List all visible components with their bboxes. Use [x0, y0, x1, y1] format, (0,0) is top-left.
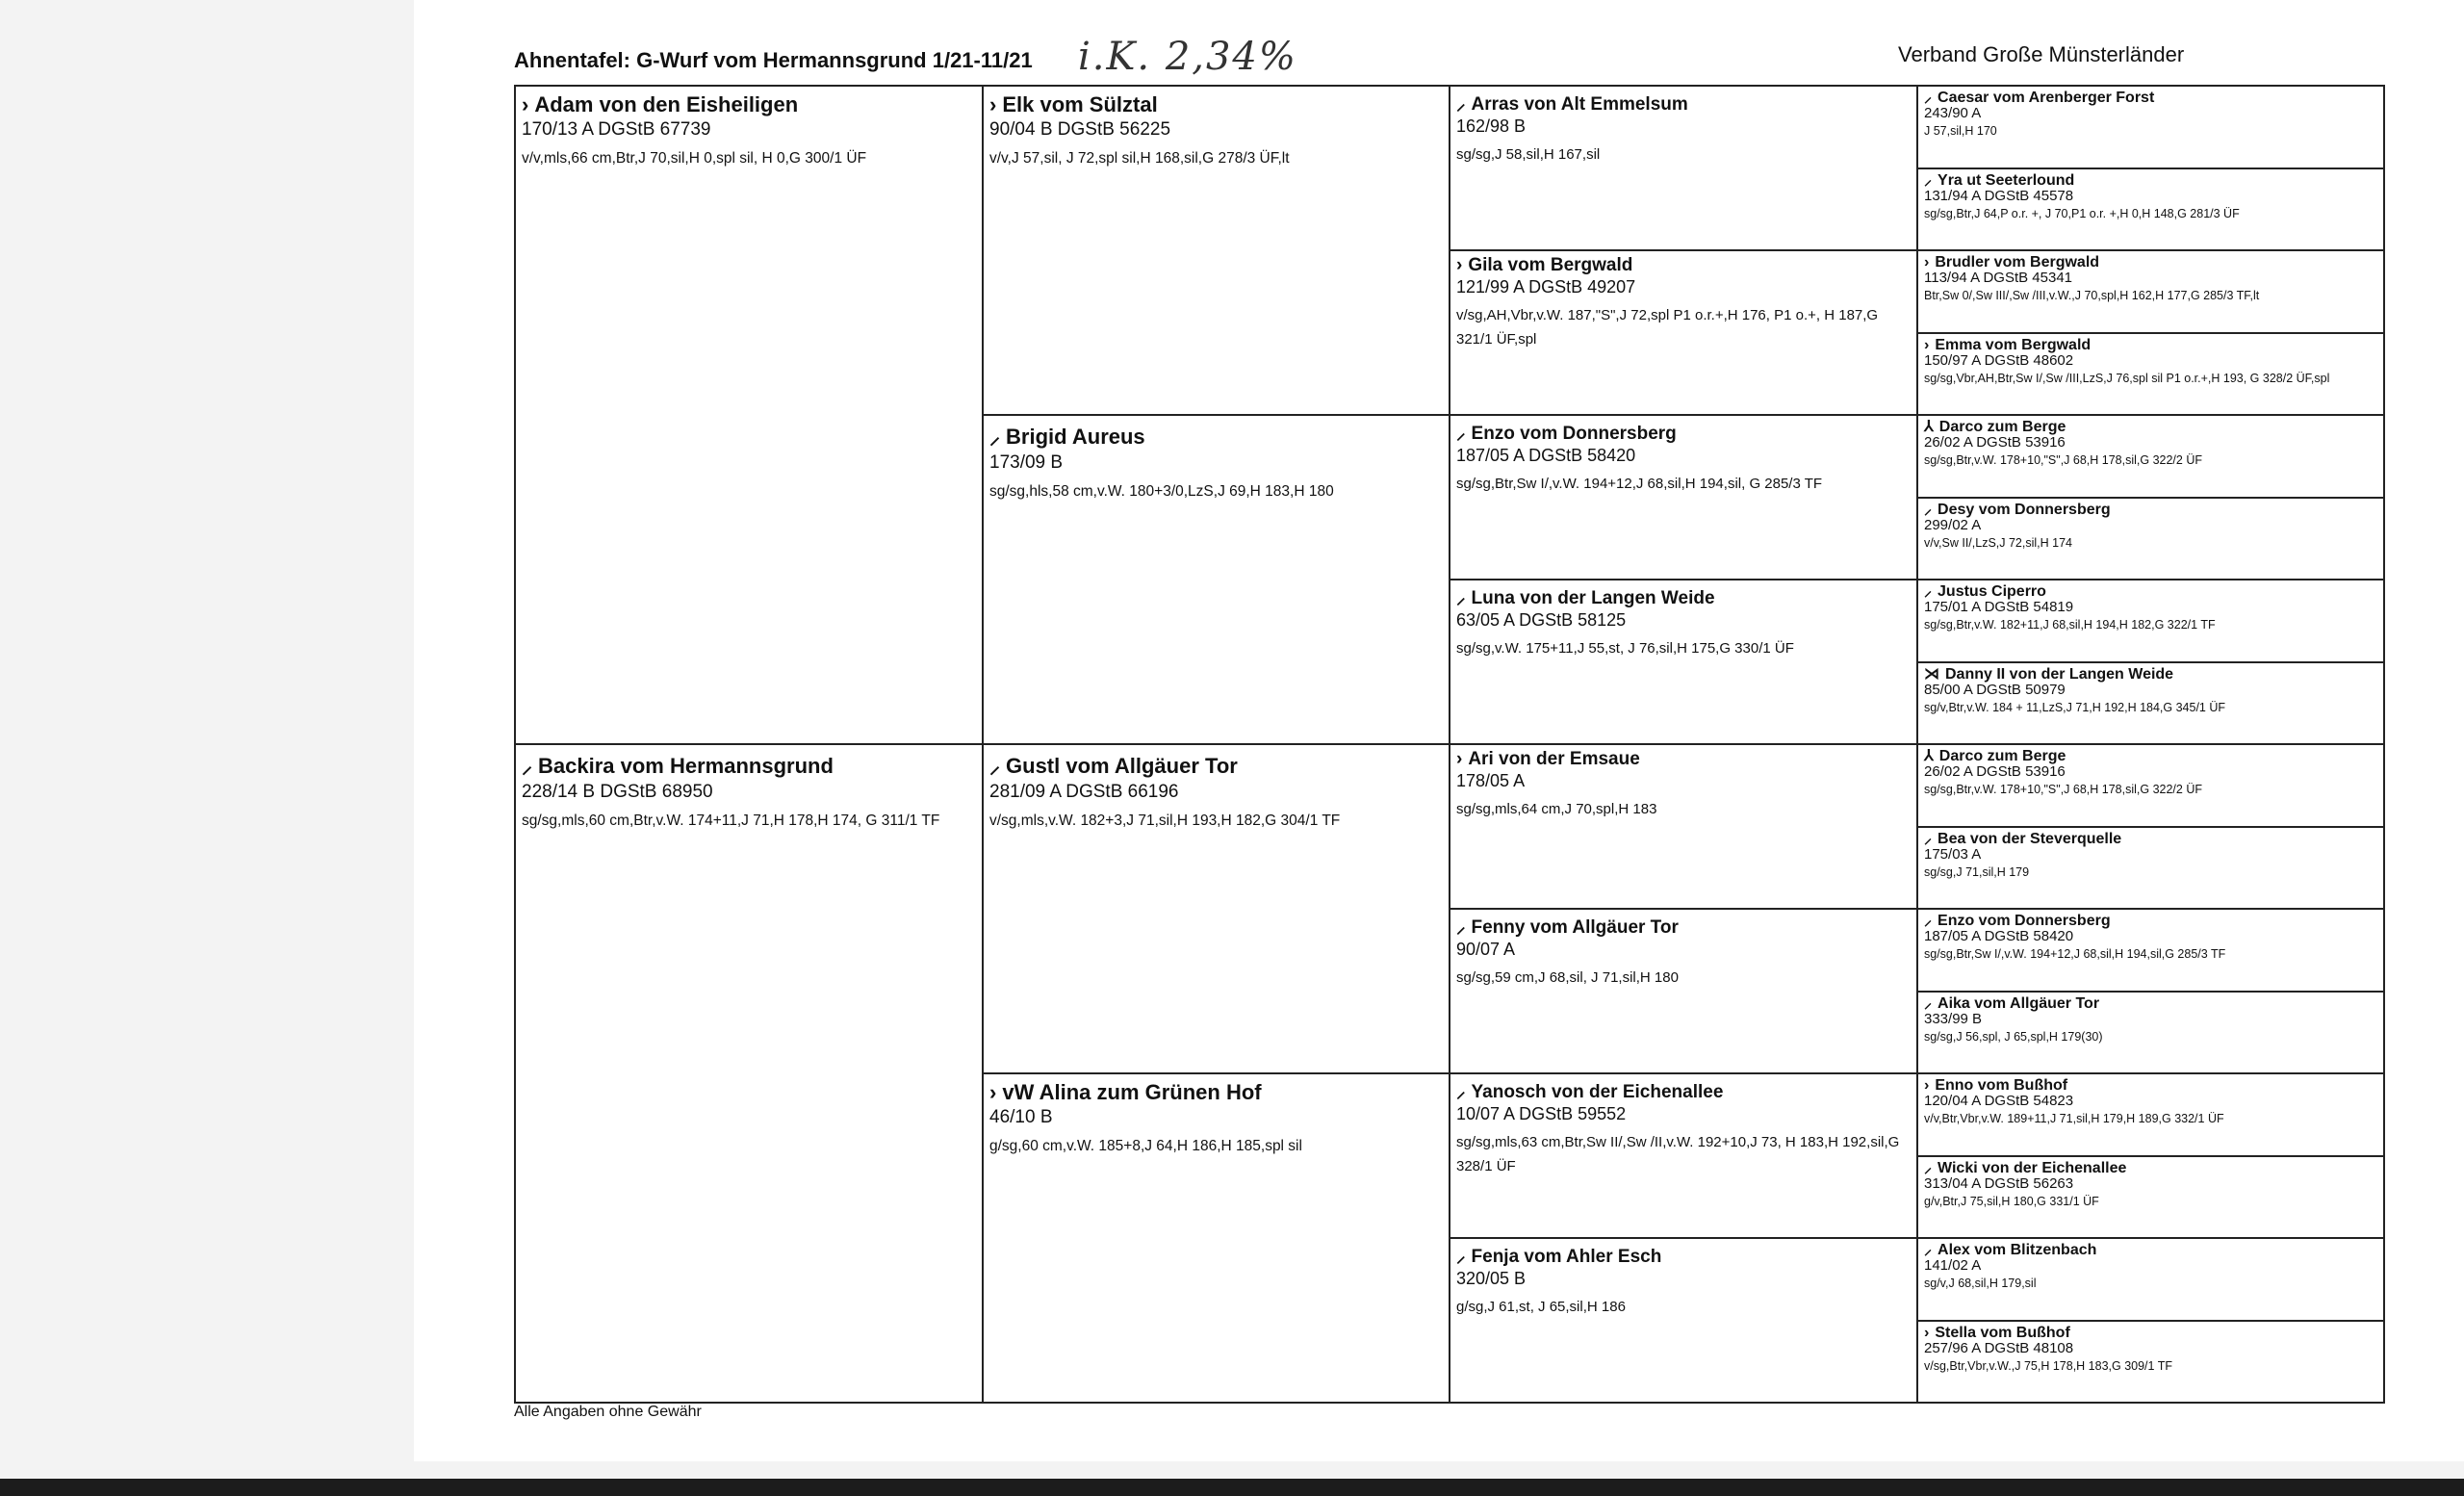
dog-name-line: [1456, 584, 1911, 609]
pedigree-entry: [982, 414, 1450, 745]
performance-notes: v/v,Btr,Vbr,v.W. 189+11,J 71,sil,H 179,H 189,G 332/1 ÜF: [1924, 1112, 2224, 1125]
performance-notes: sg/sg,J 58,sil,H 167,sil: [1456, 146, 1601, 163]
sex-marker: ⸝: [1456, 1247, 1466, 1267]
dog-name-line: [522, 92, 976, 117]
sex-marker: ›: [1924, 336, 1930, 353]
registration-number: 333/99 B: [1924, 1010, 1983, 1027]
performance-notes: v/sg,Btr,Vbr,v.W.,J 75,H 178,H 183,G 309/1 TF: [1924, 1358, 2172, 1373]
pedigree-entry: [1449, 249, 1918, 416]
dog-name-line: [989, 92, 1443, 117]
sex-marker: ⸝: [1456, 94, 1466, 115]
registration-number: 178/05 A: [1456, 771, 1526, 790]
performance-notes: sg/sg,Btr,v.W. 182+11,J 68,sil,H 194,H 182,G 322/1 TF: [1924, 618, 2216, 632]
dog-name: Luna von der Langen Weide: [1471, 588, 1715, 608]
dog-name: Caesar vom Arenberger Forst: [1938, 90, 2155, 106]
performance-notes: sg/sg,Btr,v.W. 178+10,"S",J 68,H 178,sil,G 322/2 ÜF: [1924, 453, 2202, 467]
dog-name-line: [1456, 255, 1911, 276]
pedigree-entry: [1449, 579, 1918, 745]
pedigree-entry: [1449, 908, 1918, 1074]
dog-name: Stella vom Bußhof: [1935, 1324, 2070, 1341]
disclaimer: Alle Angaben ohne Gewähr: [514, 1404, 702, 1420]
registration-number: 85/00 A DGStB 50979: [1924, 681, 2066, 698]
sex-marker: ⸝: [1924, 830, 1933, 847]
pedigree-entry: [982, 85, 1450, 416]
dog-name-line: [1456, 749, 1911, 770]
performance-notes: Btr,Sw 0/,Sw III/,Sw /III,v.W.,J 70,spl,H 162,H 177,G 285/3 TF,lt: [1924, 289, 2260, 302]
pedigree-entry: [1916, 1072, 2385, 1157]
pedigree-entry: [1916, 1155, 2385, 1240]
dog-name-line: [1924, 831, 2377, 847]
dog-name: Yanosch von der Eichenallee: [1471, 1082, 1724, 1102]
pedigree-entry: [982, 743, 1450, 1074]
dog-name: Enzo vom Donnersberg: [1471, 424, 1677, 444]
sex-marker: ›: [1924, 1077, 1930, 1094]
registration-number: 26/02 A DGStB 53916: [1924, 763, 2066, 780]
dog-name: Aika vom Allgäuer Tor: [1938, 994, 2100, 1012]
sex-marker: ⸝: [1456, 1082, 1466, 1102]
dog-name-line: [1924, 995, 2377, 1012]
registration-number: 63/05 A DGStB 58125: [1456, 610, 1627, 630]
performance-notes: v/v,mls,66 cm,Btr,J 70,sil,H 0,spl sil, H 0,G 300/1 ÜF: [522, 150, 867, 167]
sex-marker: ⸝: [1924, 913, 1933, 929]
registration-number: 90/07 A: [1456, 940, 1516, 959]
performance-notes: sg/sg,Btr,Sw I/,v.W. 194+12,J 68,sil,H 194,sil, G 285/3 TF: [1456, 476, 1823, 492]
performance-notes: v/sg,AH,Vbr,v.W. 187,"S",J 72,spl P1 o.r.+,H 176, P1 o.+, H 187,G 321/1 ÜF,spl: [1456, 307, 1879, 348]
dog-name: Fenny vom Allgäuer Tor: [1471, 917, 1679, 938]
pedigree-entry: [514, 85, 984, 745]
dog-name: Fenja vom Ahler Esch: [1471, 1247, 1662, 1267]
dog-name: Justus Ciperro: [1938, 583, 2046, 600]
performance-notes: sg/sg,Btr,J 64,P o.r. +, J 70,P1 o.r. +,H 0,H 148,G 281/3 ÜF: [1924, 206, 2240, 220]
sex-marker: ⸝: [1456, 424, 1466, 444]
sex-marker: ⸝: [1924, 583, 1933, 600]
pedigree-entry: [1916, 743, 2385, 828]
dog-name: vW Alina zum Grünen Hof: [1002, 1080, 1262, 1104]
dog-name-line: [1924, 1325, 2377, 1341]
registration-number: 46/10 B: [989, 1107, 1053, 1127]
pedigree-entry: [1916, 85, 2385, 169]
sex-marker: ›: [522, 92, 529, 116]
sex-marker: ›: [1924, 254, 1930, 271]
sex-marker: ⸝: [989, 754, 1001, 778]
performance-notes: sg/sg,hls,58 cm,v.W. 180+3/0,LzS,J 69,H 183,H 180: [989, 483, 1334, 500]
sex-marker: ⸝: [1924, 501, 1933, 518]
performance-notes: sg/sg,59 cm,J 68,sil, J 71,sil,H 180: [1456, 969, 1679, 986]
registration-number: 187/05 A DGStB 58420: [1456, 446, 1636, 465]
registration-number: 243/90 A: [1924, 105, 1982, 121]
dog-name: Gustl vom Allgäuer Tor: [1006, 754, 1238, 778]
registration-number: 113/94 A DGStB 45341: [1924, 270, 2073, 286]
sex-marker: ›: [989, 92, 997, 116]
dog-name-line: [1924, 254, 2377, 271]
sex-marker: ⸝: [1924, 90, 1933, 106]
pedigree-entry: [1916, 1237, 2385, 1322]
organization-name: Verband Große Münsterländer: [1898, 42, 2185, 66]
pedigree-entry: [514, 743, 984, 1404]
sex-marker: ⸝: [1924, 171, 1933, 189]
performance-notes: g/sg,J 61,st, J 65,sil,H 186: [1456, 1299, 1626, 1315]
dog-name-line: [1924, 337, 2377, 353]
dog-name: Enno vom Bußhof: [1935, 1077, 2068, 1094]
registration-number: 162/98 B: [1456, 116, 1527, 136]
dog-name: Brigid Aureus: [1006, 425, 1145, 449]
registration-number: 173/09 B: [989, 452, 1064, 473]
sex-marker: ⅄: [1924, 419, 1934, 435]
sex-marker: ⸝: [1924, 1159, 1933, 1176]
dog-name: Danny II von der Langen Weide: [1945, 665, 2174, 683]
dog-name-line: [989, 1080, 1443, 1105]
pedigree-entry: [1916, 661, 2385, 746]
dog-name: Emma vom Bergwald: [1935, 336, 2092, 353]
handwritten-note: i.K. 2,34%: [1078, 35, 1297, 79]
sex-marker: ›: [1924, 1324, 1930, 1341]
dog-name: Darco zum Berge: [1938, 419, 2066, 435]
dog-name: Ari von der Emsaue: [1468, 749, 1640, 769]
pedigree-entry: [1916, 908, 2385, 993]
sex-marker: ⅄: [1924, 748, 1934, 764]
pedigree-entry: [1449, 743, 1918, 910]
registration-number: 320/05 B: [1456, 1269, 1527, 1288]
performance-notes: sg/v,J 68,sil,H 179,sil: [1924, 1277, 2037, 1290]
dog-name: Backira vom Hermannsgrund: [538, 754, 834, 778]
dog-name-line: [1924, 1077, 2377, 1094]
dog-name: Desy vom Donnersberg: [1938, 501, 2111, 518]
dog-name-line: [1924, 1242, 2377, 1258]
sex-marker: ⸝: [1456, 588, 1466, 608]
dog-name: Alex vom Blitzenbach: [1938, 1242, 2097, 1258]
performance-notes: sg/sg,J 71,sil,H 179: [1924, 864, 2030, 879]
performance-notes: sg/sg,Vbr,AH,Btr,Sw I/,Sw /III,LzS,J 76,spl sil P1 o.r.+,H 193, G 328/2 ÜF,spl: [1924, 371, 2330, 385]
registration-number: 141/02 A: [1924, 1257, 1982, 1274]
performance-notes: g/v,Btr,J 75,sil,H 180,G 331/1 ÜF: [1924, 1194, 2099, 1208]
dog-name: Bea von der Steverquelle: [1938, 830, 2122, 847]
dog-name: Adam von den Eisheiligen: [534, 92, 799, 116]
performance-notes: sg/v,Btr,v.W. 184 + 11,LzS,J 71,H 192,H 184,G 345/1 ÜF: [1924, 700, 2226, 714]
pedigree-entry: [1449, 85, 1918, 251]
dog-name-line: [1924, 666, 2377, 683]
registration-number: 257/96 A DGStB 48108: [1924, 1339, 2074, 1356]
dog-name-line: [1924, 172, 2377, 189]
pedigree-entry: [1916, 497, 2385, 581]
registration-number: 187/05 A DGStB 58420: [1924, 928, 2074, 944]
performance-notes: J 57,sil,H 170: [1924, 124, 1997, 138]
sex-marker: ›: [1456, 255, 1463, 275]
performance-notes: sg/sg,mls,64 cm,J 70,spl,H 183: [1456, 801, 1657, 817]
dog-name-line: [989, 751, 1443, 780]
performance-notes: sg/sg,Btr,Sw I/,v.W. 194+12,J 68,sil,H 194,sil,G 285/3 TF: [1924, 947, 2226, 961]
performance-notes: sg/sg,mls,60 cm,Btr,v.W. 174+11,J 71,H 178,H 174, G 311/1 TF: [522, 812, 940, 829]
dog-name-line: [1924, 748, 2377, 764]
sex-marker: ⸝: [1456, 917, 1466, 938]
registration-number: 170/13 A DGStB 67739: [522, 119, 711, 140]
dog-name-line: [1456, 90, 1911, 116]
dog-name-line: [1456, 914, 1911, 939]
pedigree-entry: [1916, 1320, 2385, 1405]
sex-marker: ⸝: [989, 425, 1001, 449]
dog-name: Wicki von der Eichenallee: [1938, 1159, 2127, 1176]
pedigree-entry: [1916, 826, 2385, 911]
dog-name-line: [1456, 1243, 1911, 1268]
page-title: Ahnentafel: G-Wurf vom Hermannsgrund 1/21-11/21: [514, 48, 1033, 72]
pedigree-entry: [982, 1072, 1450, 1404]
pedigree-entry: [1916, 414, 2385, 499]
dog-name: Darco zum Berge: [1938, 748, 2066, 764]
pedigree-entry: [1916, 579, 2385, 663]
dog-name: Gila vom Bergwald: [1468, 255, 1633, 275]
sex-marker: ⋊: [1924, 665, 1939, 683]
sex-marker: ›: [1456, 749, 1463, 769]
registration-number: 131/94 A DGStB 45578: [1924, 187, 2074, 204]
performance-notes: sg/sg,mls,63 cm,Btr,Sw II/,Sw /II,v.W. 192+10,J 73, H 183,H 192,sil,G 328/1 ÜF: [1456, 1134, 1900, 1174]
registration-number: 299/02 A: [1924, 516, 1982, 533]
registration-number: 228/14 B DGStB 68950: [522, 782, 713, 802]
performance-notes: g/sg,60 cm,v.W. 185+8,J 64,H 186,H 185,spl sil: [989, 1138, 1302, 1154]
dog-name-line: [1924, 913, 2377, 929]
registration-number: 90/04 B DGStB 56225: [989, 119, 1171, 140]
dog-name-line: [1924, 90, 2377, 106]
pedigree-entry: [1916, 168, 2385, 252]
sex-marker: ›: [989, 1080, 997, 1104]
dog-name: Arras von Alt Emmelsum: [1471, 94, 1688, 115]
dog-name-line: [522, 751, 976, 780]
dog-name-line: [1924, 583, 2377, 600]
sex-marker: ⸝: [522, 754, 533, 778]
scan-edge: [0, 1479, 2464, 1496]
registration-number: 121/99 A DGStB 49207: [1456, 277, 1636, 297]
registration-number: 281/09 A DGStB 66196: [989, 782, 1179, 802]
dog-name: Enzo vom Donnersberg: [1938, 913, 2111, 929]
performance-notes: v/v,J 57,sil, J 72,spl sil,H 168,sil,G 278/3 ÜF,lt: [989, 150, 1290, 167]
registration-number: 26/02 A DGStB 53916: [1924, 434, 2066, 451]
registration-number: 150/97 A DGStB 48602: [1924, 351, 2074, 369]
performance-notes: v/v,Sw II/,LzS,J 72,sil,H 174: [1924, 535, 2072, 550]
pedigree-entry: [1449, 1072, 1918, 1239]
sex-marker: ⸝: [1924, 1242, 1933, 1258]
dog-name: Brudler vom Bergwald: [1935, 254, 2100, 271]
pedigree-entry: [1449, 1237, 1918, 1404]
dog-name-line: [989, 422, 1443, 451]
dog-name-line: [1456, 420, 1911, 445]
dog-name-line: [1924, 419, 2377, 435]
registration-number: 10/07 A DGStB 59552: [1456, 1104, 1627, 1123]
performance-notes: sg/sg,Btr,v.W. 178+10,"S",J 68,H 178,sil,G 322/2 ÜF: [1924, 783, 2202, 796]
pedigree-entry: [1916, 991, 2385, 1075]
dog-name: Yra ut Seeterlound: [1938, 171, 2075, 189]
registration-number: 175/03 A: [1924, 845, 1982, 863]
registration-number: 313/04 A DGStB 56263: [1924, 1174, 2074, 1192]
performance-notes: sg/sg,J 56,spl, J 65,spl,H 179(30): [1924, 1029, 2103, 1044]
dog-name-line: [1924, 502, 2377, 518]
pedigree-entry: [1916, 332, 2385, 417]
registration-number: 175/01 A DGStB 54819: [1924, 599, 2074, 615]
registration-number: 120/04 A DGStB 54823: [1924, 1093, 2074, 1109]
dog-name-line: [1924, 1160, 2377, 1176]
dog-name: Elk vom Sülztal: [1002, 92, 1158, 116]
pedigree-entry: [1916, 249, 2385, 334]
performance-notes: v/sg,mls,v.W. 182+3,J 71,sil,H 193,H 182,G 304/1 TF: [989, 812, 1341, 829]
performance-notes: sg/sg,v.W. 175+11,J 55,st, J 76,sil,H 175,G 330/1 ÜF: [1456, 640, 1794, 657]
sex-marker: ⸝: [1924, 994, 1933, 1012]
dog-name-line: [1456, 1078, 1911, 1103]
pedigree-entry: [1449, 414, 1918, 580]
